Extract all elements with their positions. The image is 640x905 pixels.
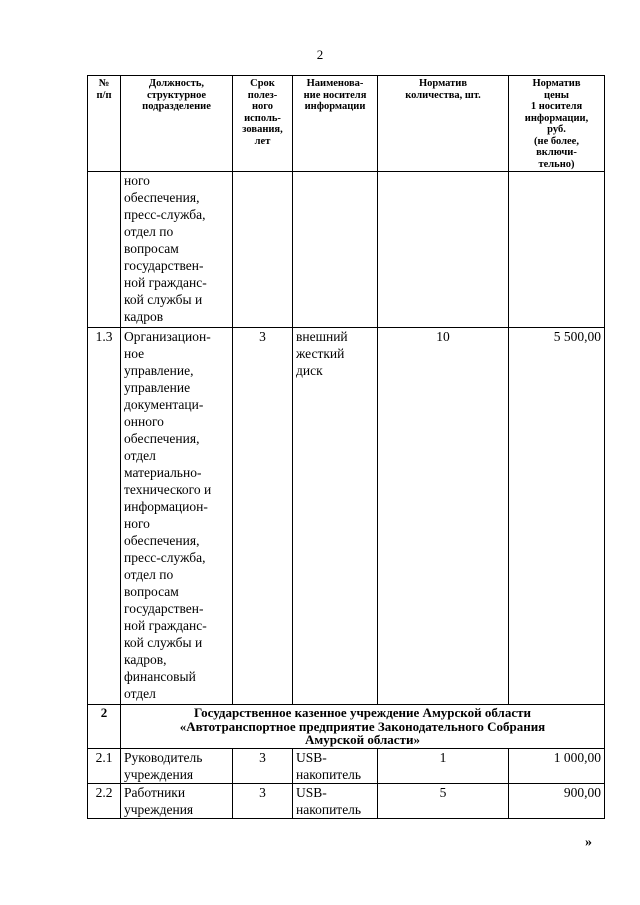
row-qty: 1 xyxy=(378,748,509,783)
row-position: Руководитель учреждения xyxy=(121,748,233,783)
table-row-continued xyxy=(88,172,605,328)
header-price: Норматив цены 1 носителя информации, руб. (не более, включи- тельно) xyxy=(509,76,605,172)
row-life xyxy=(233,172,293,328)
header-life: Срок полез- ного исполь- зования, лет xyxy=(233,76,293,172)
row-num xyxy=(88,172,121,328)
row-num: 2.1 xyxy=(88,748,121,783)
row-qty xyxy=(378,172,509,328)
row-price: 5 500,00 xyxy=(509,328,605,705)
closing-quote-mark: » xyxy=(585,835,592,850)
row-media: внешний жесткий диск xyxy=(293,328,378,705)
norms-table xyxy=(87,75,605,819)
table-row-1-3 xyxy=(88,328,605,705)
row-media: USB- накопитель xyxy=(293,748,378,783)
row-life: 3 xyxy=(233,783,293,818)
section-title: Государственное казенное учреждение Амурской области «Автотранспортное предприятие Законодательного Собрания Амурской области» xyxy=(121,705,605,749)
header-num: № п/п xyxy=(88,76,121,172)
row-life: 3 xyxy=(233,748,293,783)
row-position: ного обеспечения, пресс-служба, отдел по вопросам государствен- ной гражданс- кой службы и кадров xyxy=(121,172,233,328)
row-position: Работники учреждения xyxy=(121,783,233,818)
row-media: USB- накопитель xyxy=(293,783,378,818)
page-number: 2 xyxy=(316,47,324,62)
row-qty: 5 xyxy=(378,783,509,818)
section-num: 2 xyxy=(88,705,121,749)
row-life: 3 xyxy=(233,328,293,705)
table-row-2-2 xyxy=(88,783,605,818)
row-media xyxy=(293,172,378,328)
table-row-2-1 xyxy=(88,748,605,783)
row-price xyxy=(509,172,605,328)
header-qty: Норматив количества, шт. xyxy=(378,76,509,172)
row-qty: 10 xyxy=(378,328,509,705)
header-position: Должность, структурное подразделение xyxy=(121,76,233,172)
row-num: 2.2 xyxy=(88,783,121,818)
row-price: 1 000,00 xyxy=(509,748,605,783)
section-row-2 xyxy=(88,705,605,749)
header-media: Наименова- ние носителя информации xyxy=(293,76,378,172)
header-row xyxy=(88,76,605,172)
row-num: 1.3 xyxy=(88,328,121,705)
row-price: 900,00 xyxy=(509,783,605,818)
row-position: Организацион- ное управление, управление документаци- онного обеспечения, отдел материально- технического и информацион- ного обеспечения, пресс-служба, отдел по вопросам государствен- ной гражданс- кой службы и кадров, финансовый отдел xyxy=(121,328,233,705)
